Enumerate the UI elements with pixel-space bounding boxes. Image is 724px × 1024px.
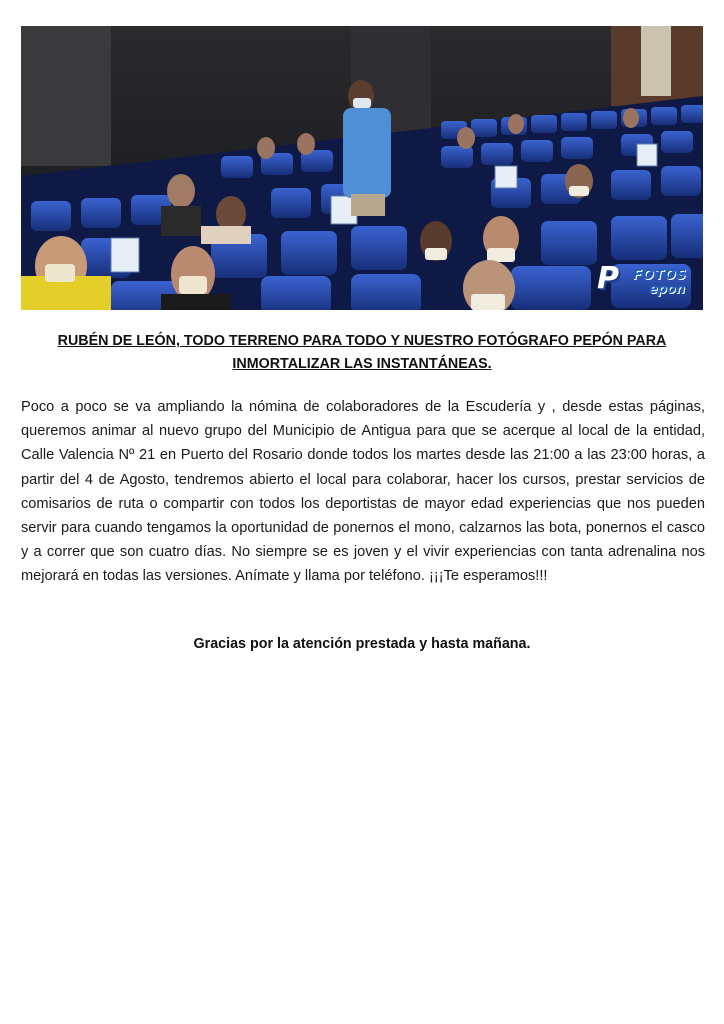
article-body: Poco a poco se va ampliando la nómina de colaboradores de la Escudería y , desde estas páginas, queremos animar al nuevo grupo del Municipio de Antigua para que se acerque al local de la entidad, Calle Valencia Nº 21 en Puerto del Rosario donde todos los martes desde las 21:00 a las 23:00 horas, a partir del 4 de Agosto, tendremos abierto el local para colaborar, hacer los cursos, prestar servicios de comisarios de ruta o compartir con todos los deportistas de mayor edad experiencias que nos pueden servir para cuando tengamos la oportunidad de ponernos el mono, calzarnos las bota, ponernos el casco y a correr que son cuatro días. No siempre se es joven y el vivir experiencias con tanta adrenalina nos mejorará en todas las versiones. Anímate y llama por teléfono. ¡¡¡Te esperamos!!! [21,399,705,585]
watermark-initial: P [597,261,619,296]
article-closing: Gracias por la atención prestada y hasta mañana. [193,636,531,652]
headline-line-2: INMORTALIZAR LAS INSTANTÁNEAS. [232,356,492,372]
watermark-name: epon [648,282,685,297]
headline-line-1: RUBÉN DE LEÓN, TODO TERRENO PARA TODO Y NUESTRO FOTÓGRAFO PEPÓN PARA [57,333,667,349]
article-photo [21,26,703,310]
watermark-fotos: FOTOS [632,268,687,283]
article-headline [40,330,684,376]
